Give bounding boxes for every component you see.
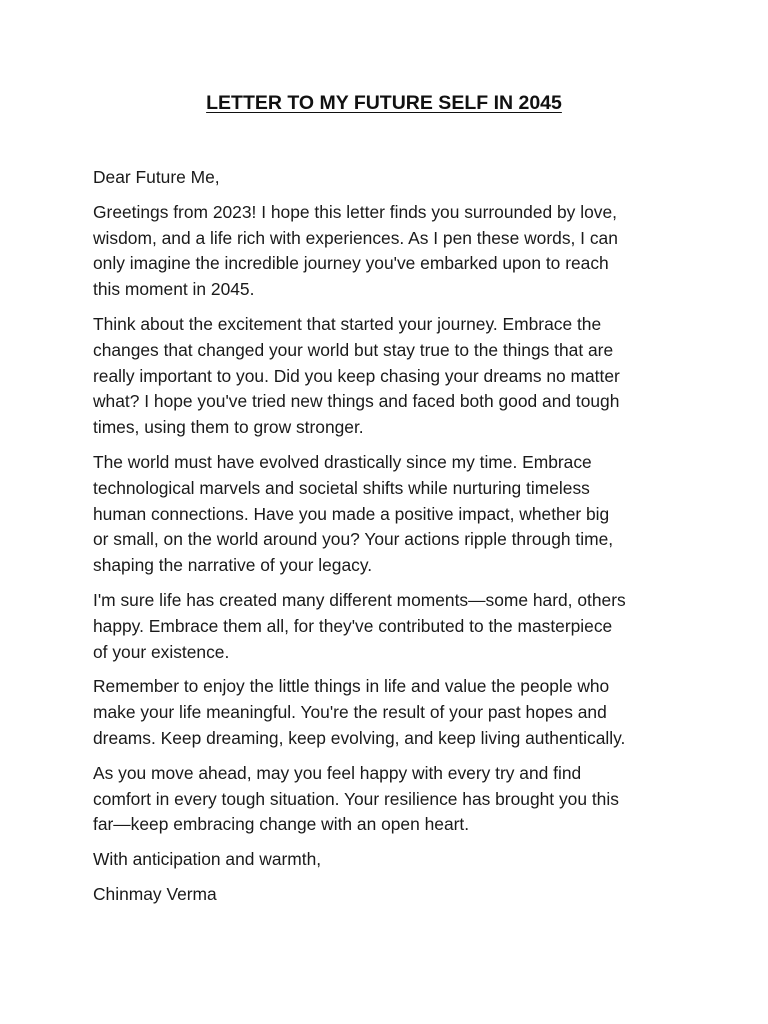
paragraph-line: really important to you. Did you keep chasing your dreams no matter [93, 365, 620, 386]
paragraph-line: The world must have evolved drastically since my time. Embrace [93, 451, 592, 472]
paragraph-line: changes that changed your world but stay true to the things that are [93, 339, 614, 360]
paragraph-line: Think about the excitement that started your journey. Embrace the [93, 313, 602, 334]
paragraph-line: Greetings from 2023! I hope this letter finds you surrounded by love, [93, 201, 617, 222]
paragraph-line: comfort in every tough situation. Your resilience has brought you this [93, 788, 619, 809]
paragraph-line: I'm sure life has created many different moments—some hard, others [93, 589, 626, 610]
paragraph-line: or small, on the world around you? Your actions ripple through time, [93, 529, 614, 550]
paragraph-line: wisdom, and a life rich with experiences. As I pen these words, I can [93, 227, 618, 248]
paragraph-line: shaping the narrative of your legacy. [93, 555, 373, 576]
salutation-line: Dear Future Me, [93, 167, 220, 187]
paragraph-line: Remember to enjoy the little things in life and value the people who [93, 676, 610, 697]
paragraph-line: happy. Embrace them all, for they've contributed to the masterpiece [93, 615, 613, 636]
paragraph-line: As you move ahead, may you feel happy with every try and find [93, 762, 582, 783]
paragraph-line: of your existence. [93, 641, 230, 662]
paragraph-line: human connections. Have you made a positive impact, whether big [93, 503, 610, 524]
paragraph-line: this moment in 2045. [93, 279, 255, 300]
signature [93, 882, 683, 908]
closing [93, 847, 683, 873]
page-title: LETTER TO MY FUTURE SELF IN 2045 [206, 92, 562, 114]
signature-name: Chinmay Verma [93, 883, 217, 904]
paragraph-2 [93, 312, 683, 441]
paragraph-4 [93, 588, 683, 665]
paragraph-line: dreams. Keep dreaming, keep evolving, and keep living authentically. [93, 727, 626, 748]
paragraph-line: make your life meaningful. You're the result of your past hopes and [93, 702, 607, 723]
paragraph-line: what? I hope you've tried new things and faced both good and tough [93, 391, 620, 412]
paragraph-line: times, using them to grow stronger. [93, 417, 364, 438]
closing-line: With anticipation and warmth, [93, 849, 322, 870]
paragraph-line: only imagine the incredible journey you've embarked upon to reach [93, 253, 609, 274]
paragraph-1 [93, 200, 683, 303]
paragraph-3 [93, 450, 683, 579]
letter-body [93, 165, 683, 917]
paragraph-line: technological marvels and societal shifts while nurturing timeless [93, 477, 590, 498]
paragraph-line: far—keep embracing change with an open heart. [93, 814, 470, 835]
salutation [93, 165, 683, 191]
paragraph-6 [93, 761, 683, 838]
paragraph-5 [93, 674, 683, 751]
